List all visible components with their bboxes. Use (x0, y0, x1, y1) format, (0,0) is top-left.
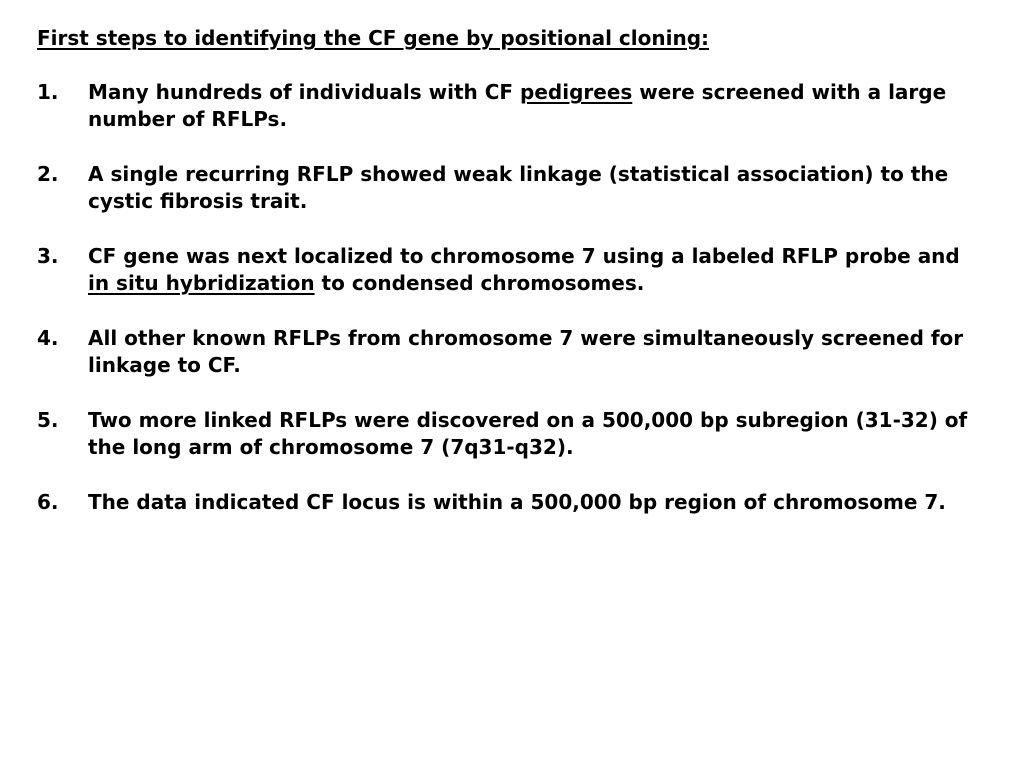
list-item (37, 79, 987, 133)
item-number: 1. (37, 80, 59, 104)
steps-list (37, 79, 987, 544)
item-text: The data indicated CF locus is within a 500,000 bp region of chromosome 7. (88, 490, 946, 514)
item-number: 5. (37, 408, 59, 432)
item-text: A single recurring RFLP showed weak linkage (statistical association) to the cystic fibrosis trait. (88, 162, 949, 213)
list-item (37, 161, 987, 215)
term-pedigrees: pedigrees (520, 80, 633, 104)
list-item (37, 325, 987, 379)
term-in-situ-hybridization: in situ hybridization (88, 271, 315, 295)
slide-title: First steps to identifying the CF gene by positional cloning: (37, 26, 710, 50)
item-text: were screened with a large number of RFLPs. (88, 80, 947, 131)
item-number: 4. (37, 326, 59, 350)
list-item (37, 489, 987, 516)
item-number: 6. (37, 490, 59, 514)
item-text: Many hundreds of individuals with CF (88, 80, 521, 104)
item-number: 3. (37, 244, 59, 268)
list-item (37, 407, 987, 461)
item-text: to condensed chromosomes. (314, 271, 645, 295)
item-text: All other known RFLPs from chromosome 7 were simultaneously screened for linkage to CF. (88, 326, 964, 377)
item-text: CF gene was next localized to chromosome 7 using a labeled RFLP probe and (88, 244, 960, 268)
item-text: Two more linked RFLPs were discovered on a 500,000 bp subregion (31-32) of the long arm of chromosome 7 (7q31-q32). (88, 408, 968, 459)
list-item (37, 243, 987, 297)
item-number: 2. (37, 162, 59, 186)
